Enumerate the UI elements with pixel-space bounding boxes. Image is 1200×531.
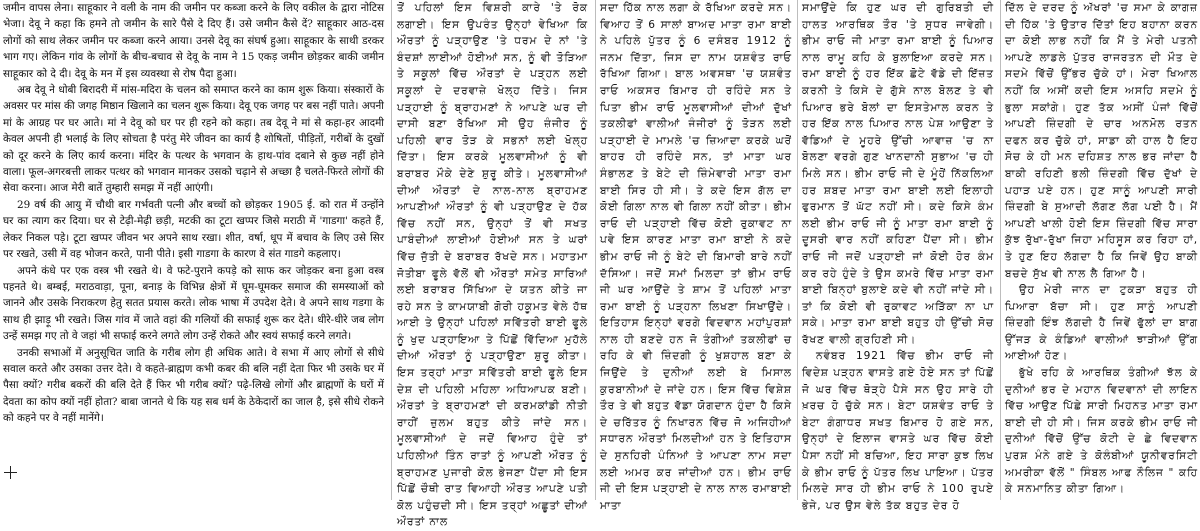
column-divider — [595, 0, 596, 500]
hindi-paragraph-3: 29 वर्ष की आयु में चौथी बार गर्भवती पत्नी और बच्चों को छोड़कर 1905 ई. को रात में उन्होंने घर का त्याग कर दिया। घर से टेढ़ी-मेढ़ी छड़ी, मटकी का टूटा खप्पर जिसे मराठी में 'गाडगा' कहते हैं, लेकर निकल पड़े। टूटा खप्पर जीवन भर अपने साथ रखा। शीत, वर्षा, धूप में बचाव के लिए उसे सिर पर रखते, उसी में वह भोजन करते, पानी पीते। इसी गाडगा के कारण वे संत गाडगे कहलाए। — [3, 198, 384, 261]
punjabi-article-column-2 — [598, 0, 794, 512]
punjabi-col2-paragraph-1: ਸਦਾ ਹਿੱਕ ਨਾਲ ਲਗਾ ਕੇ ਰੱਖਿਆ ਕਰਦੇ ਸਨ। ਵਿਆਹ ਤੋਂ 6 ਸਾਲਾਂ ਬਾਅਦ ਮਾਤਾ ਰਮਾ ਬਾਈ ਨੇ ਪਹਿਲੇ ਪੁੱਤਰ ਨੂੰ 6 ਦਸੰਬਰ 1912 ਨੂੰ ਜਨਮ ਦਿੱਤਾ, ਜਿਸ ਦਾ ਨਾਮ ਯਸ਼ਵੰਤ ਰਾਓ ਰੱਖਿਆ ਗਿਆ। ਬਾਲ ਅਵਸਥਾ 'ਚ ਯਸ਼ਵੰਤ ਰਾਓ ਅਕਸਰ ਬਿਮਾਰ ਹੀ ਰਹਿੰਦੇ ਸਨ ਤੇ ਪਿਤਾ ਭੀਮ ਰਾਓ ਮੂਲਵਾਸੀਆਂ ਦੀਆਂ ਦੁੱਖਾਂ ਤਕਲੀਫਾਂ ਵਾਲੀਆਂ ਜੰਜੀਰਾਂ ਨੂੰ ਤੋੜਨ ਲਈ ਪੜ੍ਹਾਈ ਦੇ ਮਾਮਲੇ 'ਚ ਜ਼ਿਆਦਾ ਕਰਕੇ ਘਰੋਂ ਬਾਹਰ ਹੀ ਰਹਿੰਦੇ ਸਨ, ਤਾਂ ਮਾਤਾ ਘਰ ਸੰਭਾਲਣ ਤੇ ਬੇਟੇ ਦੀ ਜ਼ਿੰਮੇਵਾਰੀ ਮਾਤਾ ਰਮਾ ਬਾਈ ਸਿਰ ਹੀ ਸੀ। ਤੇ ਕਦੇ ਇਸ ਗੱਲ ਦਾ ਕੋਈ ਗਿਲਾ ਨਾਲ ਵੀ ਗਿਲਾ ਨਹੀਂ ਕੀਤਾ। ਭੀਮ ਰਾਓ ਦੀ ਪੜ੍ਹਾਈ ਵਿੱਚ ਕੋਈ ਰੁਕਾਵਟ ਨਾ ਪਵੇ ਇਸ ਕਾਰਣ ਮਾਤਾ ਰਮਾ ਬਾਈ ਨੇ ਕਦੇ ਭੀਮ ਰਾਓ ਜੀ ਨੂੰ ਬੇਟੇ ਦੀ ਬਿਮਾਰੀ ਬਾਰੇ ਨਹੀਂ ਦੱਸਿਆ। ਜਦੋਂ ਸਮਾਂ ਮਿਲਦਾ ਤਾਂ ਭੀਮ ਰਾਓ ਜੀ ਘਰ ਆਉਂਦੇ ਤੇ ਸ਼ਾਮ ਤੋਂ ਪਹਿਲਾਂ ਮਾਤਾ ਰਮਾ ਬਾਈ ਨੂੰ ਪੜ੍ਹਨਾ ਲਿਖਣਾ ਸਿਖਾਉਂਦੇ। ਇਤਿਹਾਸ ਇਨ੍ਹਾਂ ਵਰਗੇ ਵਿਦਵਾਨ ਮਹਾਂਪੁਰਸ਼ਾਂ ਨਾਲ ਹੀ ਬਣਦੇ ਹਨ ਜੋ ਤੰਗੀਆਂ ਤਕਲੀਫਾਂ ਚ ਰਹਿ ਕੇ ਵੀ ਜ਼ਿੰਦਗੀ ਨੂੰ ਖੁਸ਼ਹਾਲ ਬਣਾ ਕੇ ਜਿਉਂਦੇ ਤੇ ਦੁਨੀਆਂ ਲਈ ਬੇ ਮਿਸਾਲ ਕੁਰਬਾਨੀਆਂ ਦੇ ਜਾਂਦੇ ਹਨ। ਇਸ ਵਿੱਚ ਵਿਸ਼ੇਸ਼ ਤੌਰ ਤੇ ਵੀ ਬਹੁਤ ਵੱਡਾ ਯੋਗਦਾਨ ਹੁੰਦਾ ਹੈ ਕਿਸੇ ਦੇ ਚਰਿੱਤਰ ਨੂੰ ਨਿਖਾਰਨ ਵਿੱਚ ਜੋ ਅਜਿਹੀਆਂ ਸਧਾਰਨ ਔਰਤਾਂ ਮਿਲਦੀਆਂ ਹਨ ਤੇ ਇਤਿਹਾਸ ਦੇ ਸੁਨਹਿਰੀ ਪੰਨਿਆਂ ਤੇ ਆਪਣਾ ਨਾਮ ਸਦਾ ਲਈ ਅਮਰ ਕਰ ਜਾਂਦੀਆਂ ਹਨ। ਭੀਮ ਰਾਓ ਜੀ ਦੀ ਇਸ ਪੜ੍ਹਾਈ ਦੇ ਨਾਲ ਨਾਲ ਰਮਾਬਾਈ ਮਾਤਾ — [600, 2, 792, 512]
column-divider — [797, 0, 798, 500]
punjabi-col3-paragraph-1: ਸਮਾਉਂਦੇ ਕਿ ਹੁਣ ਘਰ ਦੀ ਗੁਰਿਬਤੀ ਦੀ ਹਾਲਤ ਆਰਥਿਕ ਤੌਰ 'ਤੇ ਸੁਧਰ ਜਾਵੇਗੀ। ਭੀਮ ਰਾਓ ਜੀ ਮਾਤਾ ਰਮਾ ਬਾਈ ਨੂੰ ਪਿਆਰ ਨਾਲ ਰਾਮੂ ਕਹਿ ਕੇ ਬੁਲਾਇਆ ਕਰਦੇ ਸਨ। ਰਮਾ ਬਾਈ ਨੂੰ ਹਰ ਇੱਕ ਛੋਟੇ ਵੱਡੇ ਦੀ ਇੱਜ਼ਤ ਕਰਨੀ ਤੇ ਕਿਸੇ ਦੇ ਗੁੱਸੇ ਨਾਲ ਬੋਲਣ ਤੇ ਵੀ ਪਿਆਰ ਭਰੇ ਬੋਲਾਂ ਦਾ ਇਸਤੇਮਾਲ ਕਰਨ ਤੇ ਹਰ ਇੱਕ ਨਾਲ ਪਿਆਰ ਨਾਲ ਪੇਸ਼ ਆਉਣਾ ਤੇ ਵੱਡਿਆਂ ਦੇ ਮੂਹਰੇ ਉੱਚੀ ਆਵਾਜ਼ 'ਚ ਨਾ ਬੋਲਣਾ ਵਰਗੇ ਗੁਣ ਖਾਨਦਾਨੀ ਸੁਭਾਅ 'ਚ ਹੀ ਮਿਲੇ ਸਨ। ਭੀਮ ਰਾਓ ਜੀ ਦੇ ਮੂੰਹੋਂ ਨਿੱਕਲਿਆ ਹਰ ਸ਼ਬਦ ਮਾਤਾ ਰਮਾ ਬਾਈ ਲਈ ਇਲਾਹੀ ਫੁਰਮਾਨ ਤੋਂ ਘੱਟ ਨਹੀਂ ਸੀ। ਕਦੇ ਕਿਸੇ ਕੰਮ ਲਈ ਭੀਮ ਰਾਓ ਜੀ ਨੂੰ ਮਾਤਾ ਰਮਾ ਬਾਈ ਨੂੰ ਦੂਸਰੀ ਵਾਰ ਨਹੀਂ ਕਹਿਣਾ ਪੈਂਦਾ ਸੀ। ਭੀਮ ਰਾਓ ਜੀ ਜਦੋਂ ਪੜ੍ਹਾਈ ਜਾਂ ਕੋਈ ਹੋਰ ਕੰਮ ਕਰ ਰਹੇ ਹੁੰਦੇ ਤੇ ਉਸ ਕਮਰੇ ਵਿੱਚ ਮਾਤਾ ਰਮਾ ਬਾਈ ਬਿਨ੍ਹਾਂ ਬੁਲਾਏ ਕਦੇ ਵੀ ਨਹੀਂ ਜਾਂਦੇ ਸੀ। ਤਾਂ ਕਿ ਕੋਈ ਵੀ ਰੁਕਾਵਟ ਅੜਿੱਕਾ ਨਾ ਪਾ ਸਕੇ। ਮਾਤਾ ਰਮਾ ਬਾਈ ਬਹੁਤ ਹੀ ਉੱਚੀ ਸੋਚ ਰੱਖਣ ਵਾਲੀ ਗ੍ਰਹਿਣੀ ਸੀ। — [802, 2, 994, 346]
crosshair-cursor-icon — [4, 466, 17, 479]
punjabi-article-column-4 — [1003, 0, 1200, 500]
hindi-paragraph-4: अपने कंधे पर एक वस्त्र भी रखते थे। वे फटे-पुराने कपड़े को साफ कर जोड़कर बना हुआ वस्त्र पहनते थे। बम्बई, मराठवाड़ा, पूना, बनाड़ के विभिन्न क्षेत्रों में घूम-घूमकर समाज की समस्याओं को जानने और उसके निराकरण हेतु सतत प्रयास करते। लोक भाषा में उपदेश देते। वे अपने साथ गडगा के साथ ही झाड़ू भी रखते। जिस गांव में जाते वहां की गलियों की सफाई शुरू कर देते। धीरे-धीरे जब लोग उन्हें समझ गए तो वे जहां भी सफाई करने लगते लोग उन्हें रोकते और स्वयं सफाई करने लगते। — [3, 264, 384, 343]
punjabi-col3-paragraph-2: ਨਵੰਬਰ 1921 ਵਿੱਚ ਭੀਮ ਰਾਓ ਜੀ ਵਿਦੇਸ਼ ਪੜ੍ਹਨ ਵਾਸਤੇ ਗਏ ਹੋਏ ਸਨ ਤਾਂ ਪਿੱਛੋਂ ਜੋ ਘਰ ਵਿੱਚ ਥੋੜ੍ਹੇ ਪੈਸੇ ਸਨ ਉਹ ਸਾਰੇ ਹੀ ਖ਼ਰਚ ਹੋ ਚੁੱਕੇ ਸਨ। ਬੇਟਾ ਯਸ਼ਵੰਤ ਰਾਓ ਤੇ ਬੇਟਾ ਗੰਗਾਧਰ ਸਖਤ ਬਿਮਾਰ ਹੋ ਗਏ ਸਨ, ਉਨ੍ਹਾਂ ਦੇ ਇਲਾਜ ਵਾਸਤੇ ਘਰ ਵਿੱਚ ਕੋਈ ਪੈਸਾ ਨਹੀਂ ਸੀ ਬਚਿਆ, ਇਹ ਸਾਰਾ ਕੁਝ ਲਿਖ ਕੇ ਭੀਮ ਰਾਓ ਨੂੰ ਪੱਤਰ ਲਿਖ ਪਾਇਆ। ਪੱਤਰ ਮਿਲਦੇ ਸਾਰ ਹੀ ਭੀਮ ਰਾਓ ਨੇ 100 ਰੁਪਏ ਭੇਜੇ, ਪਰ ਉਸ ਵੇਲੇ ਤੱਕ ਬਹੁਤ ਦੇਰ ਹੋ — [802, 350, 994, 512]
hindi-paragraph-5: उनकी सभाओं में अनुसूचित जाति के गरीब लोग ही अधिक आते। वे सभा में आए लोगों से सीधे सवाल करते और उसका उत्तर देते। वे कहते-ब्राह्मण कभी कबर की बलि नहीं देता फिर भी उसके घर में पैसा क्यों? गरीब बकरों की बलि देते हैं फिर भी गरीब क्यों? पढ़े-लिखे लोगों और ब्राह्मणों के घरों में देवता का कोप क्यों नहीं होता? बाबा जानते थे कि यह सब धर्म के ठेकेदारों का जाल है, इसे सीधे रोकने को कहने पर वे नहीं मानेंगे। — [3, 346, 384, 425]
column-divider — [1000, 0, 1001, 500]
hindi-article-column — [0, 0, 386, 500]
punjabi-article-column-1 — [395, 0, 590, 529]
punjabi-col4-paragraph-2: ਉਹ ਮੇਰੀ ਜਾਨ ਦਾ ਟੁਕੜਾ ਬਹੁਤ ਹੀ ਪਿਆਰਾ ਬੱਚਾ ਸੀ। ਹੁਣ ਸਾਨੂੰ ਆਪਣੀ ਜ਼ਿੰਦਗੀ ਇੰਝ ਲੱਗਦੀ ਹੈ ਜਿਵੇਂ ਫੁੱਲਾਂ ਦਾ ਬਾਗ ਉੱਜੜ ਕੇ ਕੰਡਿਆਂ ਵਾਲੀਆਂ ਝਾੜੀਆਂ ਉੱਗ ਆਈਆਂ ਹੋਣ। — [1005, 284, 1198, 363]
punjabi-col4-paragraph-1: ਦਿੱਲ ਦੇ ਦਰਦ ਨੂੰ ਅੱਖਰਾਂ 'ਚ ਸਮਾ ਕੇ ਕਾਗਜ਼ ਦੀ ਹਿੱਕ 'ਤੇ ਉਤਾਰ ਦਿੱਤਾਂ ਇਹ ਬਹਾਨਾ ਕਰਨ ਦਾ ਕੋਈ ਲਾਭ ਨਹੀਂ ਕਿ ਮੈਂ ਤੇ ਮੇਰੀ ਪਤਨੀ ਆਪਣੇ ਲਾਡਲੇ ਪੁੱਤਰ ਰਾਜਰਤਨ ਦੀ ਮੌਤ ਦੇ ਸਦਮੇ ਵਿੱਚੋਂ ਉੱਭਰ ਚੁੱਕੇ ਹਾਂ। ਮੇਰਾ ਖਿਆਲ ਨਹੀਂ ਕਿ ਅਸੀਂ ਕਦੀ ਇਸ ਅਸਹਿ ਸਦਮੇ ਨੂੰ ਭੁਲਾ ਸਕਾਂਗੇ। ਹੁਣ ਤੱਕ ਅਸੀਂ ਪੰਜਾਂ ਵਿੱਚੋਂ ਆਪਣੀ ਜ਼ਿੰਦਗੀ ਦੇ ਚਾਰ ਅਨਮੋਲ ਰਤਨ ਦਫਨ ਕਰ ਚੁੱਕੇ ਹਾਂ, ਸਾਡਾ ਕੀ ਹਾਲ ਹੈ ਇਹ ਸੋਚ ਕੇ ਹੀ ਮਨ ਦਹਿਸ਼ਤ ਨਾਲ ਭਰ ਜਾਂਦਾ ਹੈ ਬਾਕੀ ਰਹਿਣੀ ਭਲੀ ਜ਼ਿੰਦਗੀ ਵਿੱਚ ਦੁੱਖਾਂ ਦੇ ਪਹਾੜ ਪਏ ਹਨ। ਹੁਣ ਸਾਨੂੰ ਆਪਣੀ ਸਾਰੀ ਜ਼ਿੰਦਗੀ ਬੇ ਸੁਆਦੀ ਲੱਗਣ ਲੱਗ ਪਈ ਹੈ। ਮੈਂ ਆਪਣੀ ਖਾਲੀ ਹੋਈ ਇਸ ਜ਼ਿੰਦਗੀ ਵਿੱਚ ਸਾਰਾ ਕੁੱਝ ਰੁੱਖਾ-ਰੁੱਖਾ ਜਿਹਾ ਮਹਿਸੂਸ ਕਰ ਰਿਹਾ ਹਾਂ, ਤੇ ਹੁਣ ਇਹ ਲੱਗਦਾ ਹੈ ਕਿ ਜਿਵੇਂ ਉਹ ਬਾਕੀ ਬਚਦੇ ਸੁੱਖ ਵੀ ਨਾਲ ਲੈ ਗਿਆ ਹੈ। — [1005, 2, 1198, 280]
punjabi-col4-paragraph-3: ਭੁੱਖੇ ਰਹਿ ਕੇ ਆਰਥਿਕ ਤੰਗੀਆਂ ਝੱਲ ਕੇ ਦੁਨੀਆਂ ਭਰ ਦੇ ਮਹਾਨ ਵਿਦਵਾਨਾਂ ਦੀ ਲਾਇਨ ਵਿੱਚ ਆਉਣ ਪਿੱਛੇ ਸਾਰੀ ਮਿਹਨਤ ਮਾਤਾ ਰਮਾ ਬਾਈ ਦੀ ਹੀ ਸੀ। ਜਿਸ ਕਰਕੇ ਭੀਮ ਰਾਓ ਜੀ ਦੁਨੀਆਂ ਵਿੱਚੋਂ ਉੱਚ ਕੋਟੀ ਦੇ ਛੇ ਵਿਦਵਾਨ ਪੁਰਸ਼ ਮੰਨੇ ਗਏ ਤੇ ਕੋਲੰਬੀਆਂ ਯੂਨੀਵਰਸਿਟੀ ਅਮਰੀਕਾ ਵੱਲੋਂ " ਸਿੰਬਲ ਆਫ ਨੌਲਿਜ " ਕਹਿ ਕੇ ਸਨਮਾਨਿਤ ਕੀਤਾ ਗਿਆ। — [1005, 367, 1198, 496]
hindi-paragraph-2: अब देवू ने धोबी बिरादरी में मांस-मदिरा के चलन को समाप्त करने का काम शुरू किया। संस्कारों के अवसर पर मांस की जगह मिष्ठान खिलाने का चलन शुरू किया। देवू एक जगह पर बस नहीं पाते। अपनी मां के आग्रह पर घर आते। मां ने देवू को घर पर ही रहने को कहा। तब देवू ने मां से कहा-हर आदमी केवल अपनी ही भलाई के लिए सोचता है परंतु मेरे जीवन का कार्य है शोषितों, पीड़ितों, गरीबों के दुखों को दूर करने के लिए कार्य करना। मंदिर के पत्थर के भगवान के हाथ-पांव दबाने से कुछ नहीं होने वाला। फूल-अगरबत्ती लाकर पत्थर को भगवान मानकर उसको चढ़ाने से अच्छा है चलते-फिरते लोगों की सेवा करना। आज मेरी बातें तुम्हारी समझ में नहीं आएंगी। — [3, 84, 384, 195]
punjabi-col1-paragraph-1: ਤੋਂ ਪਹਿਲਾਂ ਇਸ ਵਿਸ਼ਰੀ ਕਾਰੇ 'ਤੇ ਰੋਕ ਲਗਾਈ। ਇਸ ਉਪਰੰਤ ਉਨ੍ਹਾਂ ਵੇਖਿਆ ਕਿ ਔਰਤਾਂ ਨੂੰ ਪੜ੍ਹਾਉਣ 'ਤੇ ਧਰਮ ਦੇ ਨਾਂ 'ਤੇ ਬੰਦਸ਼ਾਂ ਲਾਈਆਂ ਹੋਈਆਂ ਸਨ, ਨੂੰ ਵੀ ਤੋੜਿਆ ਤੇ ਸਕੂਲਾਂ ਵਿੱਚ ਔਰਤਾਂ ਦੇ ਪੜ੍ਹਨ ਲਈ ਸਕੂਲਾਂ ਦੇ ਦਰਵਾਜ਼ੇ ਖੋਲ੍ਹ ਦਿੱਤੇ। ਜਿਸ ਪੜ੍ਹਾਈ ਨੂੰ ਬ੍ਰਾਹਮਣਾਂ ਨੇ ਆਪਣੇ ਘਰ ਦੀ ਦਾਸੀ ਬਣਾ ਰੱਖਿਆ ਸੀ ਉਹ ਜ਼ੰਜੀਰ ਨੂੰ ਪਹਿਲੀ ਵਾਰ ਤੋੜ ਕੇ ਸਭਨਾਂ ਲਈ ਖੋਲ੍ਹ ਦਿੱਤਾ। ਇਸ ਕਰਕੇ ਮੂਲਵਾਸੀਆਂ ਨੂੰ ਵੀ ਬਰਾਬਰ ਮੌਕੇ ਦੇਣੇ ਸ਼ੁਰੂ ਕੀਤੇ। ਮੂਲਵਾਸੀਆਂ ਦੀਆਂ ਔਰਤਾਂ ਦੇ ਨਾਲ-ਨਾਲ ਬ੍ਰਾਹਮਣ ਆਪਣੀਆਂ ਔਰਤਾਂ ਨੂੰ ਵੀ ਪੜ੍ਹਾਉਣ ਦੇ ਹੱਕ ਵਿੱਚ ਨਹੀਂ ਸਨ, ਉਨ੍ਹਾਂ ਤੋਂ ਵੀ ਸਖਤ ਪਾਬੰਦੀਆਂ ਲਾਈਆਂ ਹੋਈਆਂ ਸਨ ਤੇ ਘਰਾਂ ਵਿੱਚ ਜੁੱਤੀ ਦੇ ਬਰਾਬਰ ਰੱਖਦੇ ਸਨ। ਮਹਾਤਮਾ ਜੋਤੀਬਾ ਫੂਲੇ ਵੱਲੋਂ ਵੀ ਔਰਤਾਂ ਸਮੇਤ ਸਾਰਿਆਂ ਲਈ ਬਰਾਬਰ ਸਿੱਖਿਆ ਦੇ ਯਤਨ ਕੀਤੇ ਜਾ ਰਹੇ ਸਨ ਤੇ ਕਾਮਯਾਬੀ ਗੋਰੀ ਹਕੂਮਤ ਵੇਲੇ ਹੱਥ ਆਈ ਤੇ ਉਨ੍ਹਾਂ ਪਹਿਲਾਂ ਸਵਿੱਤਰੀ ਬਾਈ ਫੂਲੇ ਨੂੰ ਖੁਦ ਪੜ੍ਹਾਇਆ ਤੇ ਪਿੱਛੋਂ ਵਿੱਦਿਆ ਮੁਹੱਲੇ ਦੀਆਂ ਔਰਤਾਂ ਨੂੰ ਪੜ੍ਹਾਉਣਾ ਸ਼ੁਰੂ ਕੀਤਾ। ਇਸ ਤਰ੍ਹਾਂ ਮਾਤਾ ਸਵਿੱਤਰੀ ਬਾਈ ਫੂਲੇ ਇਸ ਦੇਸ਼ ਦੀ ਪਹਿਲੀ ਮਹਿਲਾ ਅਧਿਆਪਕ ਬਣੀ। ਔਰਤਾਂ ਤੇ ਬ੍ਰਾਹਮਣਾਂ ਦੀ ਕਰਮਕਾਂਡੀ ਨੀਤੀ ਰਾਹੀਂ ਜ਼ੁਲਮ ਬਹੁਤ ਕੀਤੇ ਜਾਂਦੇ ਸਨ। ਮੂਲਵਾਸੀਆਂ ਦੇ ਜਦੋਂ ਵਿਆਹ ਹੁੰਦੇ ਤਾਂ ਪਹਿਲੀਆਂ ਤਿੰਨ ਰਾਤਾਂ ਨੂੰ ਆਪਣੀ ਔਰਤ ਨੂੰ ਬ੍ਰਾਹਮਣ ਪੁਜਾਰੀ ਕੋਲ ਭੇਜਣਾ ਪੈਂਦਾ ਸੀ ਇਸ ਪਿੱਛੋਂ ਚੌਥੀ ਰਾਤ ਵਿਆਹੀ ਔਰਤ ਆਪਣੇ ਪਤੀ ਕੋਲ ਪਹੁੰਚਦੀ ਸੀ। ਇਸ ਤਰ੍ਹਾਂ ਅਛੂਤਾਂ ਦੀਆਂ ਔਰਤਾਂ ਨਾਲ — [397, 2, 588, 529]
column-divider — [391, 0, 392, 500]
hindi-paragraph-1: जमीन वापस लेना। साहूकार ने वली के नाम की जमीन पर कब्जा करने के लिए वकील के द्वारा नोटिस भेजा। देवू ने कहा कि हमने तो जमीन के सारे पैसे दे दिए हैं। उसे जमीन कैसे दें? साहूकार आठ-दस लोगों को साथ लेकर जमीन पर कब्जा करने आया। उनसे देवू का संघर्ष हुआ। साहूकार के साथी डरकर भाग गए। लेकिन गांव के लोगों के बीच-बचाव से देवू के नाम ने 15 एकड़ जमीन छोड़कर बाकी जमीन साहूकार को दे दी। देवू के मन में इस व्यवस्था से रोष पैदा हुआ। — [3, 2, 384, 80]
punjabi-article-column-3 — [800, 0, 996, 512]
